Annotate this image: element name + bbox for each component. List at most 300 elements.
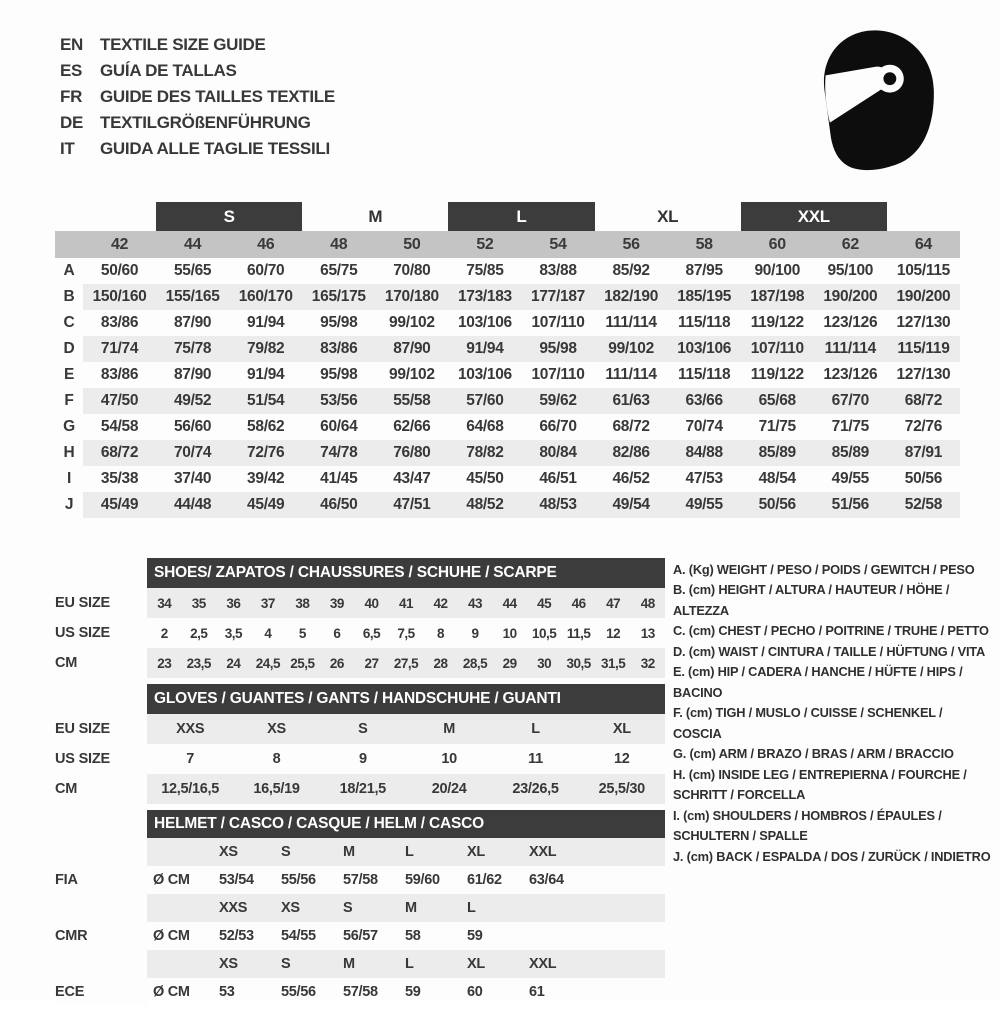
size-cell: 173/183	[448, 284, 521, 310]
shoes-cell: 39	[320, 588, 355, 618]
filler-cell	[585, 894, 665, 922]
size-cell: 99/102	[389, 314, 435, 331]
language-row	[60, 32, 335, 58]
size-cell: 87/90	[173, 314, 212, 331]
helmet-cell: 59	[405, 984, 421, 1000]
helmet-sizes-row-cmr	[55, 894, 665, 922]
row-label: EU SIZE	[55, 714, 147, 744]
legend-item-b: B. (cm) HEIGHT / ALTURA / HAUTEUR / HÖHE / ALTEZZA	[673, 582, 950, 618]
column-header-56: 56	[595, 231, 668, 258]
filler-cell	[585, 838, 665, 866]
helmet-size-header	[523, 894, 585, 922]
size-cell: 52/58	[887, 492, 960, 518]
gloves-cell: S	[320, 714, 406, 744]
shoes-cell: 32	[630, 648, 665, 678]
size-cell: 87/90	[375, 336, 448, 362]
gloves-cell: 12	[614, 751, 630, 767]
row-label-g: G	[55, 414, 83, 440]
size-cell: 95/98	[320, 314, 358, 331]
shoes-row-cm	[55, 648, 665, 678]
size-cell: 71/75	[758, 418, 796, 435]
size-cell: 80/84	[521, 440, 594, 466]
size-cell: 160/170	[229, 284, 302, 310]
shoes-cell: 25,5	[285, 648, 320, 678]
gloves-header-row	[55, 684, 665, 714]
shoes-cell: 27	[354, 648, 389, 678]
gloves-cell: 25,5/30	[579, 774, 665, 804]
size-band-m: M	[368, 206, 383, 226]
size-cell: 115/118	[678, 314, 731, 331]
language-code: FR	[60, 87, 83, 106]
shoes-cell: 26	[320, 648, 355, 678]
size-cell: 103/106	[668, 336, 741, 362]
shoes-cell: 27,5	[389, 648, 424, 678]
gloves-cell: 20/24	[406, 774, 492, 804]
filler-cell	[585, 922, 665, 950]
spacer-cell	[55, 950, 147, 978]
size-cell: 95/98	[521, 336, 594, 362]
size-cell: 76/80	[375, 440, 448, 466]
filler-cell	[585, 866, 665, 894]
standard-label-fia: FIA	[55, 866, 147, 894]
gloves-cell: L	[492, 714, 578, 744]
legend-item-j: J. (cm) BACK / ESPALDA / DOS / ZURÜCK / INDIETRO	[673, 848, 991, 864]
row-label: CM	[55, 648, 147, 678]
textile-size-table	[55, 202, 960, 518]
accessory-tables	[55, 558, 665, 1012]
shoes-cell: 38	[285, 588, 320, 618]
language-code: ES	[60, 61, 83, 80]
size-cell: 65/75	[320, 262, 358, 279]
legend-item-d: D. (cm) WAIST / CINTURA / TAILLE / HÜFTUNG / VITA	[673, 643, 986, 659]
legend-item-c: C. (cm) CHEST / PECHO / POITRINE / TRUHE / PETTO	[673, 623, 989, 639]
guide-title: GUIDE DES TAILLES TEXTILE	[100, 87, 335, 106]
shoes-cell: 6	[333, 625, 341, 641]
size-cell: 43/47	[393, 470, 431, 487]
size-cell: 78/82	[448, 440, 521, 466]
size-cell: 182/190	[595, 284, 668, 310]
size-cell: 111/114	[814, 336, 887, 362]
size-cell: 91/94	[247, 314, 285, 331]
size-cell: 75/78	[156, 336, 229, 362]
diameter-unit: Ø CM	[153, 872, 190, 888]
filler-cell	[585, 950, 665, 978]
size-cell: 49/52	[156, 388, 229, 414]
size-band-l: L	[448, 202, 594, 231]
size-cell: 41/45	[320, 470, 358, 487]
row-label-i: I	[55, 466, 83, 492]
language-row	[60, 110, 335, 136]
size-cell: 50/60	[100, 262, 139, 279]
size-row-f	[55, 388, 960, 414]
size-cell: 44/48	[156, 492, 229, 518]
size-cell: 91/94	[448, 336, 521, 362]
legend-item-e: E. (cm) HIP / CADERA / HANCHE / HÜFTE / HIPS / BACINO	[673, 664, 963, 700]
size-cell: 55/65	[173, 262, 212, 279]
size-cell: 177/187	[521, 284, 594, 310]
row-label-a: A	[55, 258, 83, 284]
size-cell: 55/58	[375, 388, 448, 414]
row-label-e: E	[55, 362, 83, 388]
column-header-52: 52	[448, 231, 521, 258]
size-cell: 83/86	[302, 336, 375, 362]
row-label: US SIZE	[55, 744, 147, 774]
row-label: US SIZE	[55, 618, 147, 648]
size-cell: 123/126	[823, 366, 878, 383]
column-header-42: 42	[83, 231, 156, 258]
size-cell: 111/114	[605, 366, 657, 383]
size-cell: 127/130	[896, 366, 951, 383]
size-cell: 115/119	[887, 336, 960, 362]
legend-item-h: H. (cm) INSIDE LEG / ENTREPIERNA / FOURCHE / SCHRITT / FORCELLA	[673, 766, 967, 803]
helmet-size-header: L	[399, 950, 461, 978]
size-cell: 54/58	[100, 418, 139, 435]
column-header-62: 62	[814, 231, 887, 258]
size-cell: 70/74	[156, 440, 229, 466]
size-cell: 49/55	[668, 492, 741, 518]
corner-cell	[55, 231, 83, 258]
size-cell: 90/100	[754, 262, 801, 279]
shoes-cell: 40	[354, 588, 389, 618]
helmet-size-header: L	[461, 894, 523, 922]
helmet-icon	[802, 24, 952, 174]
shoes-cell: 42	[423, 588, 458, 618]
size-cell: 47/51	[375, 492, 448, 518]
size-cell: 67/70	[814, 388, 887, 414]
size-cell: 103/106	[457, 366, 512, 383]
shoes-cell: 24	[216, 648, 251, 678]
size-cell: 91/94	[247, 366, 285, 383]
size-cell: 190/200	[887, 284, 960, 310]
spacer-cell	[55, 558, 147, 588]
shoes-cell: 43	[458, 588, 493, 618]
column-header-50: 50	[375, 231, 448, 258]
diameter-unit: Ø CM	[153, 984, 190, 1000]
gloves-cell: 10	[441, 751, 457, 767]
row-label-f: F	[55, 388, 83, 414]
helmet-size-header: S	[337, 894, 399, 922]
row-label-h: H	[55, 440, 83, 466]
size-cell: 64/68	[466, 418, 504, 435]
shoes-cell: 10	[502, 625, 517, 641]
shoes-cell: 24,5	[251, 648, 286, 678]
helmet-cell: 53	[219, 984, 235, 1000]
shoes-cell: 23,5	[182, 648, 217, 678]
size-cell: 50/56	[741, 492, 814, 518]
shoes-cell: 23	[147, 648, 182, 678]
size-band-xxl: XXL	[741, 202, 887, 231]
column-header-48: 48	[302, 231, 375, 258]
gloves-cell: XXS	[147, 714, 233, 744]
gloves-cell: XS	[233, 714, 319, 744]
helmet-title: HELMET / CASCO / CASQUE / HELM / CASCO	[147, 810, 665, 838]
size-cell: 66/70	[539, 418, 577, 435]
size-band-xl: XL	[657, 206, 679, 226]
helmet-cell: 61	[529, 984, 545, 1000]
size-number-row	[55, 231, 960, 258]
helmet-values-row-fia	[55, 866, 665, 894]
shoes-cell: 6,5	[362, 625, 381, 641]
diameter-unit: Ø CM	[153, 928, 190, 944]
language-row	[60, 136, 335, 162]
size-cell: 45/49	[229, 492, 302, 518]
size-cell: 115/118	[678, 366, 731, 383]
spacer-cell	[147, 894, 213, 922]
shoes-cell: 45	[527, 588, 562, 618]
shoes-title: SHOES/ ZAPATOS / CHAUSSURES / SCHUHE / SCARPE	[147, 558, 665, 588]
spacer-cell	[55, 894, 147, 922]
shoes-cell: 34	[147, 588, 182, 618]
spacer-cell	[55, 838, 147, 866]
size-cell: 87/90	[173, 366, 212, 383]
size-cell: 95/98	[320, 366, 358, 383]
size-cell: 123/126	[823, 314, 878, 331]
size-row-e	[55, 362, 960, 388]
helmet-size-header: L	[399, 838, 461, 866]
standard-label-ece: ECE	[55, 978, 147, 1006]
helmet-cell: 61/62	[467, 872, 502, 888]
row-label: EU SIZE	[55, 588, 147, 618]
helmet-cell: 59/60	[405, 872, 440, 888]
size-cell: 107/110	[531, 366, 585, 383]
helmet-size-header: XS	[275, 894, 337, 922]
size-cell: 85/92	[612, 262, 650, 279]
shoes-cell: 46	[561, 588, 596, 618]
size-cell: 70/74	[685, 418, 723, 435]
helmet-cell: 56/57	[343, 928, 378, 944]
helmet-size-header: XXS	[213, 894, 275, 922]
size-cell: 75/85	[466, 262, 504, 279]
size-band-spacer	[55, 202, 156, 231]
size-cell: 37/40	[173, 470, 212, 487]
size-cell: 105/115	[896, 262, 950, 279]
helmet-cell: 53/54	[219, 872, 254, 888]
gloves-cell: 9	[358, 751, 367, 767]
measurement-legend	[673, 560, 991, 867]
guide-title: TEXTILGRÖßENFÜHRUNG	[100, 113, 311, 132]
spacer-cell	[55, 684, 147, 714]
row-label: CM	[55, 774, 147, 804]
size-cell: 95/100	[827, 262, 874, 279]
column-header-54: 54	[521, 231, 594, 258]
textile-size-chart	[55, 202, 960, 518]
helmet-cell: 54/55	[281, 928, 316, 944]
size-cell: 61/63	[595, 388, 668, 414]
helmet-cell: 60	[467, 984, 483, 1000]
legend-item-a: A. (Kg) WEIGHT / PESO / POIDS / GEWITCH / PESO	[673, 562, 975, 577]
size-cell: 82/86	[595, 440, 668, 466]
shoes-cell: 4	[264, 625, 272, 641]
helmet-values-row-cmr	[55, 922, 665, 950]
size-cell: 60/64	[320, 418, 358, 435]
helmet-icon-svg	[802, 24, 952, 174]
size-cell: 39/42	[247, 470, 285, 487]
standard-label-cmr: CMR	[55, 922, 147, 950]
size-cell: 119/122	[750, 366, 804, 383]
shoes-row-eu-size	[55, 588, 665, 618]
language-code: IT	[60, 139, 75, 158]
helmet-size-header: XXL	[523, 838, 585, 866]
helmet-size-header: XL	[461, 950, 523, 978]
size-cell: 127/130	[896, 314, 951, 331]
gloves-cell: 12,5/16,5	[147, 774, 233, 804]
shoes-header-row	[55, 558, 665, 588]
size-cell: 57/60	[448, 388, 521, 414]
size-cell: 48/54	[758, 470, 796, 487]
size-cell: 48/53	[521, 492, 594, 518]
size-cell: 47/50	[83, 388, 156, 414]
gloves-cell: 16,5/19	[233, 774, 319, 804]
size-cell: 72/76	[904, 418, 943, 435]
guide-title: GUIDA ALLE TAGLIE TESSILI	[100, 139, 330, 158]
size-row-h	[55, 440, 960, 466]
size-cell: 99/102	[389, 366, 435, 383]
size-cell: 65/68	[741, 388, 814, 414]
helmet-cell: 58	[405, 928, 421, 944]
size-cell: 71/75	[831, 418, 869, 435]
size-cell: 165/175	[302, 284, 375, 310]
row-label-j: J	[55, 492, 83, 518]
shoes-cell: 28	[423, 648, 458, 678]
shoes-cell: 47	[596, 588, 631, 618]
guide-title: TEXTILE SIZE GUIDE	[100, 35, 266, 54]
shoes-cell: 2,5	[190, 625, 208, 641]
size-cell: 62/66	[393, 418, 431, 435]
spacer-cell	[147, 838, 213, 866]
size-cell: 185/195	[668, 284, 741, 310]
size-cell: 155/165	[156, 284, 229, 310]
gloves-cell: 8	[272, 751, 281, 767]
shoes-cell: 30,5	[561, 648, 596, 678]
shoes-cell: 37	[251, 588, 286, 618]
gloves-cell: 23/26,5	[492, 774, 578, 804]
shoes-cell: 44	[492, 588, 527, 618]
column-header-60: 60	[741, 231, 814, 258]
size-cell: 99/102	[595, 336, 668, 362]
helmet-size-header: S	[275, 950, 337, 978]
gloves-cell: 7	[186, 751, 195, 767]
size-cell: 83/86	[100, 314, 139, 331]
size-cell: 79/82	[229, 336, 302, 362]
size-cell: 46/51	[539, 470, 577, 487]
shoes-cell: 29	[492, 648, 527, 678]
shoes-row-us-size	[55, 618, 665, 648]
shoes-cell: 11,5	[566, 625, 591, 641]
size-cell: 68/72	[887, 388, 960, 414]
gloves-title: GLOVES / GUANTES / GANTS / HANDSCHUHE / GUANTI	[147, 684, 665, 714]
helmet-sizes-row-ece	[55, 950, 665, 978]
size-cell: 60/70	[247, 262, 285, 279]
size-cell: 87/91	[887, 440, 960, 466]
shoes-cell: 10,5	[531, 625, 557, 641]
column-header-46: 46	[229, 231, 302, 258]
size-cell: 84/88	[668, 440, 741, 466]
helmet-cell: 57/58	[343, 984, 378, 1000]
size-cell: 56/60	[173, 418, 212, 435]
helmet-size-header: XL	[461, 838, 523, 866]
helmet-size-table	[55, 810, 665, 1006]
size-cell: 59/62	[521, 388, 594, 414]
size-cell: 68/72	[83, 440, 156, 466]
helmet-cell: 57/58	[343, 872, 378, 888]
size-cell: 48/52	[448, 492, 521, 518]
helmet-size-header: M	[399, 894, 461, 922]
row-label-b: B	[55, 284, 83, 310]
size-cell: 119/122	[750, 314, 804, 331]
size-cell: 103/106	[457, 314, 512, 331]
helmet-size-header: XS	[213, 838, 275, 866]
size-cell: 83/86	[100, 366, 139, 383]
size-cell: 58/62	[247, 418, 285, 435]
shoes-cell: 48	[630, 588, 665, 618]
helmet-size-header: S	[275, 838, 337, 866]
size-cell: 46/50	[302, 492, 375, 518]
size-row-b	[55, 284, 960, 310]
helmet-sizes-row-fia	[55, 838, 665, 866]
row-label-c: C	[55, 310, 83, 336]
legend-item-g: G. (cm) ARM / BRAZO / BRAS / ARM / BRACCIO	[673, 746, 954, 762]
size-row-i	[55, 466, 960, 492]
size-cell: 68/72	[612, 418, 650, 435]
shoes-cell: 36	[216, 588, 251, 618]
size-cell: 107/110	[531, 314, 585, 331]
helmet-size-header: XXL	[523, 950, 585, 978]
helmet-values-row-ece	[55, 978, 665, 1006]
helmet-cell: 63/64	[529, 872, 564, 888]
size-cell: 85/89	[814, 440, 887, 466]
shoes-cell: 3,5	[224, 625, 242, 641]
helmet-cell: 59	[467, 928, 483, 944]
size-band-spacer	[887, 202, 960, 231]
size-cell: 187/198	[741, 284, 814, 310]
size-cell: 72/76	[229, 440, 302, 466]
size-row-g	[55, 414, 960, 440]
size-cell: 45/49	[83, 492, 156, 518]
size-band-row	[55, 202, 960, 231]
column-header-64: 64	[887, 231, 960, 258]
size-cell: 53/56	[302, 388, 375, 414]
size-cell: 70/80	[393, 262, 431, 279]
column-header-44: 44	[156, 231, 229, 258]
gloves-cell: 11	[528, 751, 543, 767]
shoes-cell: 9	[471, 625, 479, 641]
gloves-cell: 18/21,5	[320, 774, 406, 804]
filler-cell	[585, 978, 665, 1006]
shoes-cell: 31,5	[596, 648, 631, 678]
language-code: EN	[60, 35, 84, 54]
shoes-cell: 35	[182, 588, 217, 618]
helmet-header-row	[55, 810, 665, 838]
size-cell: 49/54	[595, 492, 668, 518]
shoes-size-table	[55, 558, 665, 678]
size-cell: 83/88	[539, 262, 577, 279]
size-cell: 170/180	[375, 284, 448, 310]
size-band-s: S	[156, 202, 302, 231]
shoes-cell: 8	[437, 625, 445, 641]
size-cell: 47/53	[685, 470, 723, 487]
guide-title: GUÍA DE TALLAS	[100, 61, 237, 80]
helmet-size-header: M	[337, 838, 399, 866]
helmet-cell: 52/53	[219, 928, 254, 944]
size-cell: 51/54	[229, 388, 302, 414]
helmet-cell: 55/56	[281, 984, 316, 1000]
size-row-d	[55, 336, 960, 362]
size-cell: 85/89	[741, 440, 814, 466]
shoes-cell: 13	[640, 625, 655, 641]
helmet-size-header: XS	[213, 950, 275, 978]
language-title-block	[60, 32, 335, 162]
spacer-cell	[55, 810, 147, 838]
